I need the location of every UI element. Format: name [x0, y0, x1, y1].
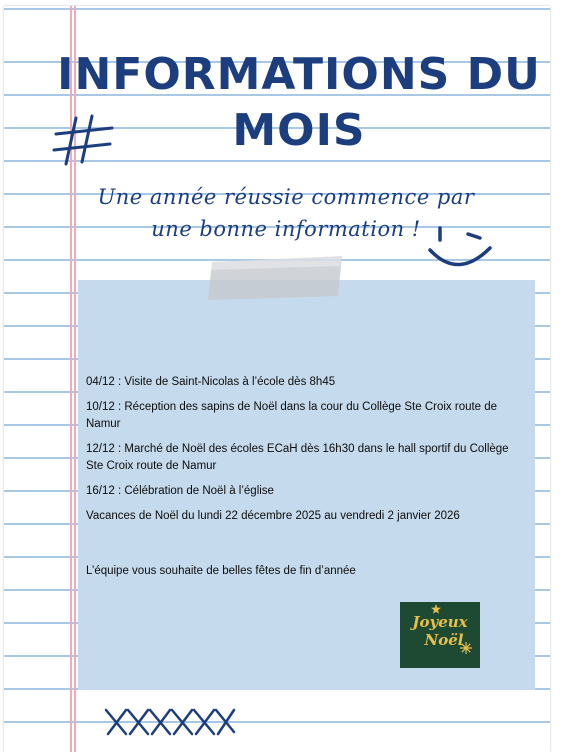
- christmas-badge: [400, 602, 480, 668]
- event-item: Vacances de Noël du lundi 22 décembre 2025 au vendredi 2 janvier 2026: [86, 510, 460, 522]
- event-item: 04/12 : Visite de Saint-Nicolas à l’école dès 8h45: [86, 376, 336, 388]
- closing-message: L’équipe vous souhaite de belles fêtes de fin d’année: [86, 565, 356, 577]
- page-title-line1: INFORMATIONS DU: [57, 49, 541, 100]
- event-item: 12/12 : Marché de Noël des écoles ECaH dès 16h30 dans le hall sportif du Collège Ste Croix route de Namur: [86, 443, 509, 472]
- snowflake-icon: [460, 642, 472, 654]
- subtitle-line2: une bonne information !: [151, 217, 421, 241]
- tape-strip-icon: [206, 254, 346, 302]
- info-panel: [78, 280, 535, 690]
- hash-doodle-icon: [52, 114, 116, 166]
- event-item: 16/12 : Célébration de Noël à l’église: [86, 485, 274, 497]
- star-icon: [431, 604, 441, 614]
- cross-marks-icon: [100, 704, 236, 738]
- event-list: [86, 374, 525, 533]
- smiley-doodle-icon: [424, 222, 496, 274]
- subtitle-line1: Une année réussie commence par: [97, 185, 475, 209]
- badge-line1: Joyeux: [412, 613, 468, 631]
- badge-line2: Noël: [424, 631, 464, 649]
- event-item: 10/12 : Réception des sapins de Noël dans la cour du Collège Ste Croix route de Namur: [86, 401, 498, 430]
- page-title-line2: MOIS: [232, 105, 366, 156]
